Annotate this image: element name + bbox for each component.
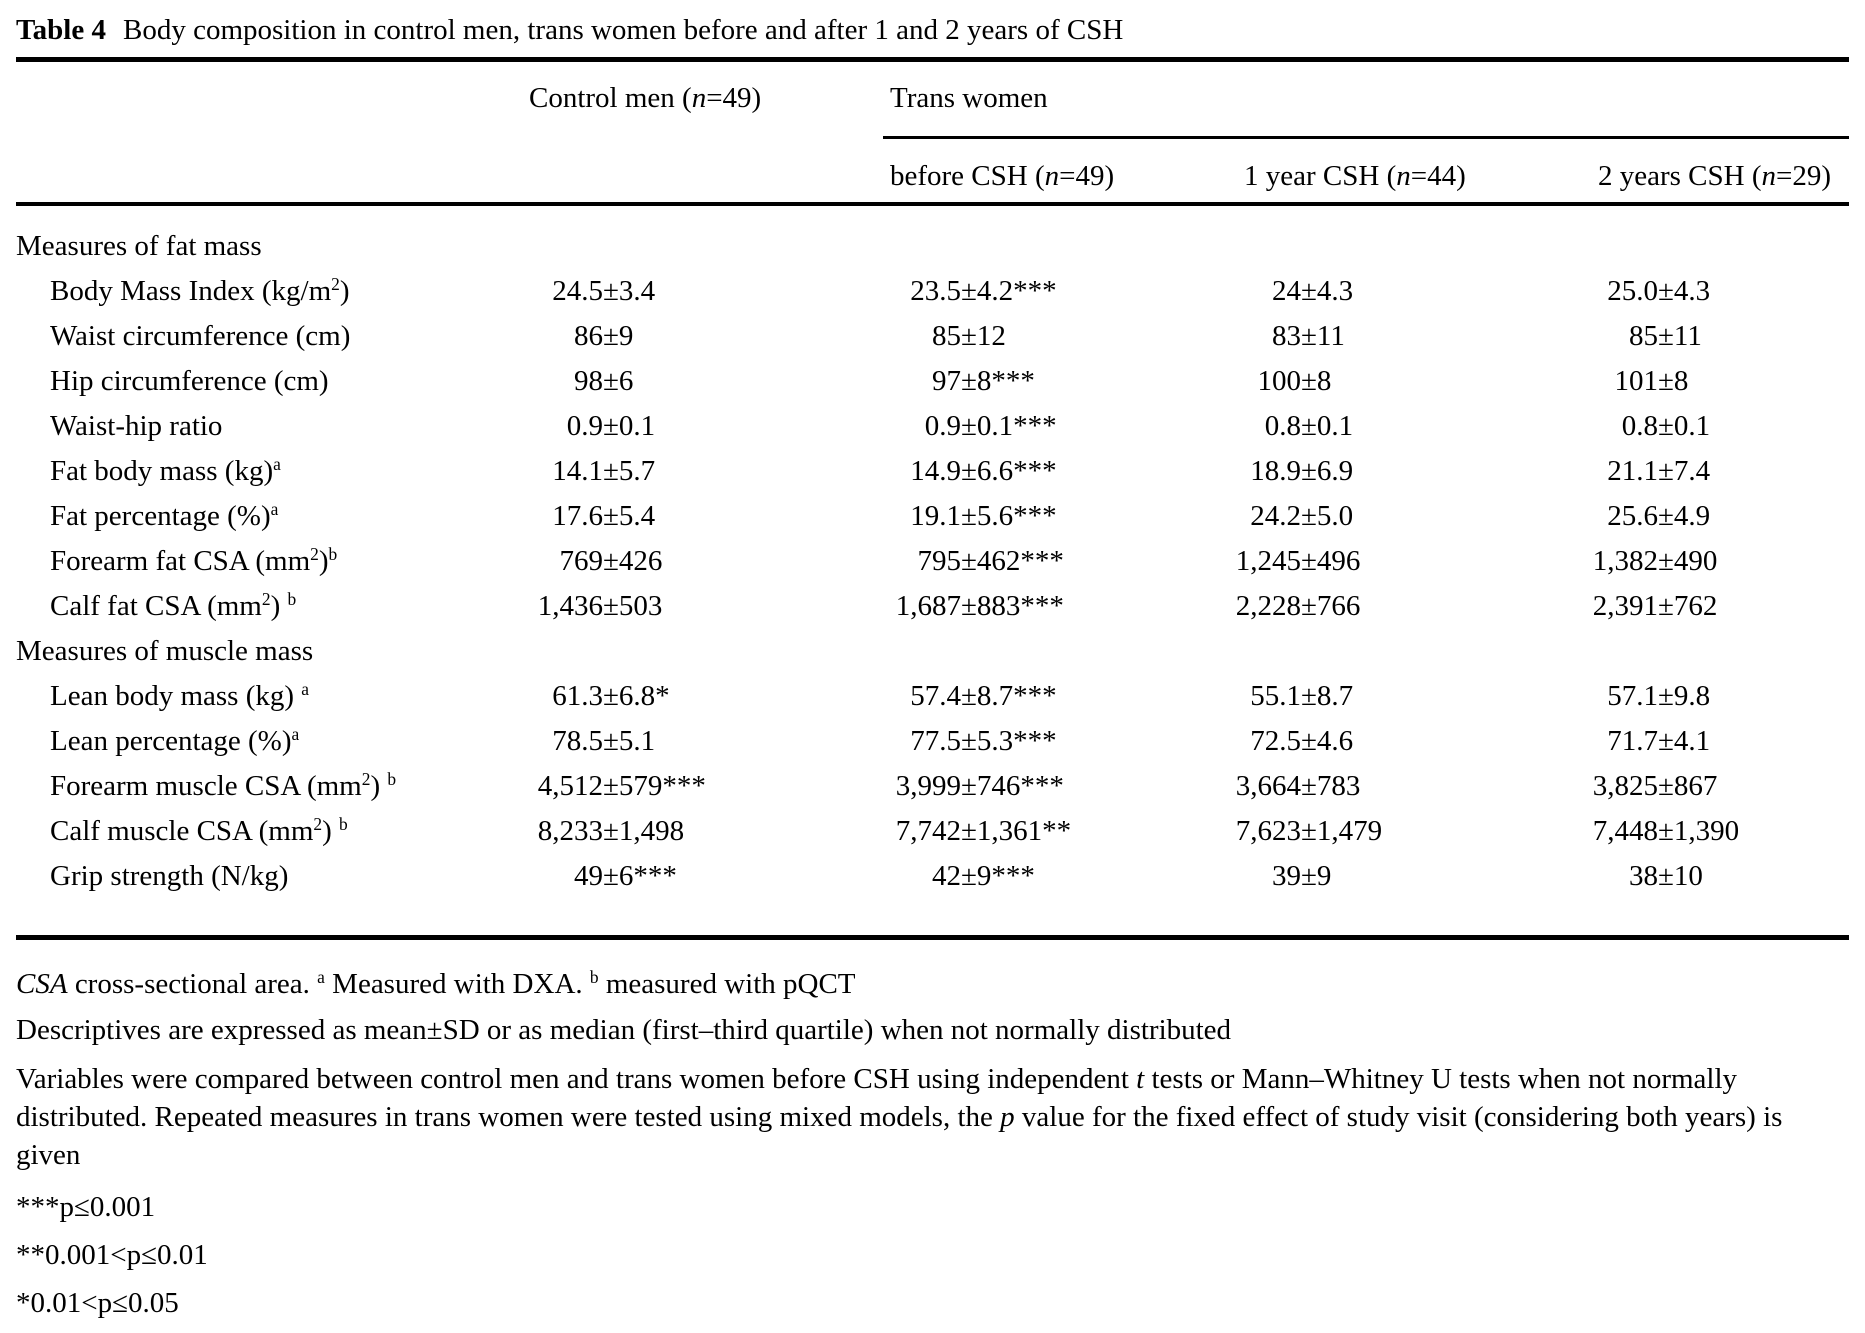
cell-value: 77.5 ± 5.3***	[910, 725, 1057, 757]
cell-value: 83 ± 11	[1272, 320, 1345, 352]
table-title-text: Body composition in control men, trans women before and after 1 and 2 years of CSH	[123, 14, 1124, 46]
cell-value: 3,825 ± 867	[1592, 770, 1718, 802]
cell-value: 18.9 ± 6.9	[1250, 455, 1354, 487]
cell-value: 85 ± 11	[1629, 320, 1702, 352]
table-body	[16, 206, 1849, 935]
cell-value: 57.4 ± 8.7***	[910, 680, 1057, 712]
cell-value: 1,687 ± 883***	[895, 590, 1064, 622]
cell-value: 71.7 ± 4.1	[1607, 725, 1711, 757]
cell-value: 24.5 ± 3.4	[552, 275, 656, 307]
cell-value: 85 ± 12	[932, 320, 1006, 352]
cell-value: 57.1 ± 9.8	[1607, 680, 1711, 712]
footnote-abbreviations: CSA cross-sectional area. $^a$ Measured with DXA. $^b$ measured with pQCT	[16, 967, 856, 1000]
cell-value: 7,448 ± 1,390	[1592, 815, 1740, 847]
header-row-subcols	[16, 139, 1849, 202]
section-heading: Measures of muscle mass	[16, 635, 314, 667]
cell-value: 100 ± 8	[1257, 365, 1332, 397]
cell-value: 0.8 ± 0.1	[1621, 410, 1711, 442]
significance-p05: *0.01<p≤0.05	[16, 1287, 179, 1319]
significance-p01: **0.001<p≤0.01	[16, 1239, 208, 1271]
table-row	[16, 359, 1849, 404]
row-label: Calf fat CSA $(mm^2)$ $^b$	[50, 589, 297, 622]
cell-value: 98 ± 6	[574, 365, 634, 397]
cell-value: 1,245 ± 496	[1235, 545, 1361, 577]
col-group-trans-women: Trans women	[883, 62, 1849, 139]
header-spacer	[16, 62, 525, 83]
significance-p001: ***p≤0.001	[16, 1191, 156, 1223]
table-row	[16, 764, 1849, 809]
header-row-groups	[16, 62, 1849, 139]
cell-value: 97 ± 8***	[932, 365, 1035, 397]
row-label: Waist-hip ratio	[50, 410, 223, 442]
col-header-before-csh: before CSH (n=49)	[890, 160, 1115, 192]
cell-value: 0.8 ± 0.1	[1264, 410, 1354, 442]
cell-value: 24.2 ± 5.0	[1250, 500, 1354, 532]
cell-value: 14.1 ± 5.7	[552, 455, 656, 487]
cell-value: 795 ± 462***	[917, 545, 1064, 577]
cell-value: 24 ± 4.3	[1272, 275, 1354, 307]
cell-value: 7,623 ± 1,479	[1235, 815, 1383, 847]
footnotes	[16, 940, 1849, 1327]
cell-value: 0.9 ± 0.1	[566, 410, 656, 442]
cell-value: 0.9 ± 0.1***	[924, 410, 1057, 442]
cell-value: 1,382 ± 490	[1592, 545, 1718, 577]
table-row	[16, 494, 1849, 539]
table-number: Table 4	[16, 14, 106, 46]
table-row	[16, 449, 1849, 494]
cell-value: 61.3 ± 6.8*	[552, 680, 670, 712]
col-header-2-years-csh: 2 years CSH (n=29)	[1598, 160, 1832, 192]
row-label: Hip circumference (cm)	[50, 365, 329, 397]
cell-value: 25.6 ± 4.9	[1607, 500, 1711, 532]
row-label: Fat percentage (%)$^a$	[50, 499, 279, 532]
cell-value: 14.9 ± 6.6***	[910, 455, 1057, 487]
table-row	[16, 269, 1849, 314]
row-label: Fat body mass (kg)$^a$	[50, 454, 281, 487]
cell-value: 78.5 ± 5.1	[552, 725, 656, 757]
row-label: Body Mass Index $(kg/m^2)$	[50, 274, 350, 307]
cell-value: 1,436 ± 503	[537, 590, 663, 622]
cell-value: 769 ± 426	[559, 545, 663, 577]
cell-value: 21.1 ± 7.4	[1607, 455, 1711, 487]
section-heading: Measures of fat mass	[16, 230, 262, 262]
cell-value: 49 ± 6***	[574, 860, 677, 892]
table-row	[16, 584, 1849, 629]
cell-value: 17.6 ± 5.4	[552, 500, 656, 532]
cell-value: 101 ± 8	[1614, 365, 1689, 397]
cell-value: 3,999 ± 746***	[895, 770, 1064, 802]
cell-value: 86 ± 9	[574, 320, 634, 352]
section-heading-row	[16, 629, 1849, 674]
table-row	[16, 314, 1849, 359]
row-label: Forearm fat CSA $(mm^2)^b$	[50, 544, 338, 577]
cell-value: 3,664 ± 783	[1235, 770, 1361, 802]
cell-value: 39 ± 9	[1272, 860, 1332, 892]
table-row	[16, 854, 1849, 899]
table-caption	[16, 0, 1849, 51]
cell-value: 38 ± 10	[1629, 860, 1703, 892]
table-row	[16, 674, 1849, 719]
cell-value: 2,228 ± 766	[1235, 590, 1361, 622]
table-row	[16, 809, 1849, 854]
cell-value: 2,391 ± 762	[1592, 590, 1718, 622]
table-row	[16, 404, 1849, 449]
row-label: Calf muscle CSA $(mm^2)$ $^b$	[50, 814, 348, 847]
footnote-descriptives: Descriptives are expressed as mean±SD or as median (first–third quartile) when not normally distributed	[16, 1014, 1232, 1046]
cell-value: 25.0 ± 4.3	[1607, 275, 1711, 307]
significance-legend	[16, 1183, 1849, 1327]
cell-value: 8,233 ± 1,498	[537, 815, 685, 847]
table-row	[16, 719, 1849, 764]
cell-value: 55.1 ± 8.7	[1250, 680, 1354, 712]
col-header-1-year-csh: 1 year CSH (n=44)	[1244, 160, 1466, 192]
cell-value: 42 ± 9***	[932, 860, 1035, 892]
row-label: Lean body mass (kg) $^a$	[50, 679, 310, 712]
cell-value: 7,742 ± 1,361**	[895, 815, 1072, 847]
footnote-methods: Variables were compared between control men and trans women before CSH using independent t tests or Mann–Whitney U tests when not normally distributed. Repeated measures in trans women were tested using mixed models, the p value for the fixed effect of study visit (considering both years) is given	[16, 1063, 1783, 1171]
section-heading-row	[16, 224, 1849, 269]
row-label: Forearm muscle CSA $(mm^2)$ $^b$	[50, 769, 397, 802]
row-label: Grip strength (N/kg)	[50, 860, 289, 892]
row-label: Lean percentage (%)$^a$	[50, 724, 300, 757]
row-label: Waist circumference (cm)	[50, 320, 351, 352]
cell-value: 23.5 ± 4.2***	[910, 275, 1057, 307]
cell-value: 72.5 ± 4.6	[1250, 725, 1354, 757]
table-row	[16, 539, 1849, 584]
cell-value: 4,512 ± 579***	[537, 770, 706, 802]
cell-value: 19.1 ± 5.6***	[910, 500, 1057, 532]
col-header-control-men: Control men (n=49)	[529, 82, 762, 114]
